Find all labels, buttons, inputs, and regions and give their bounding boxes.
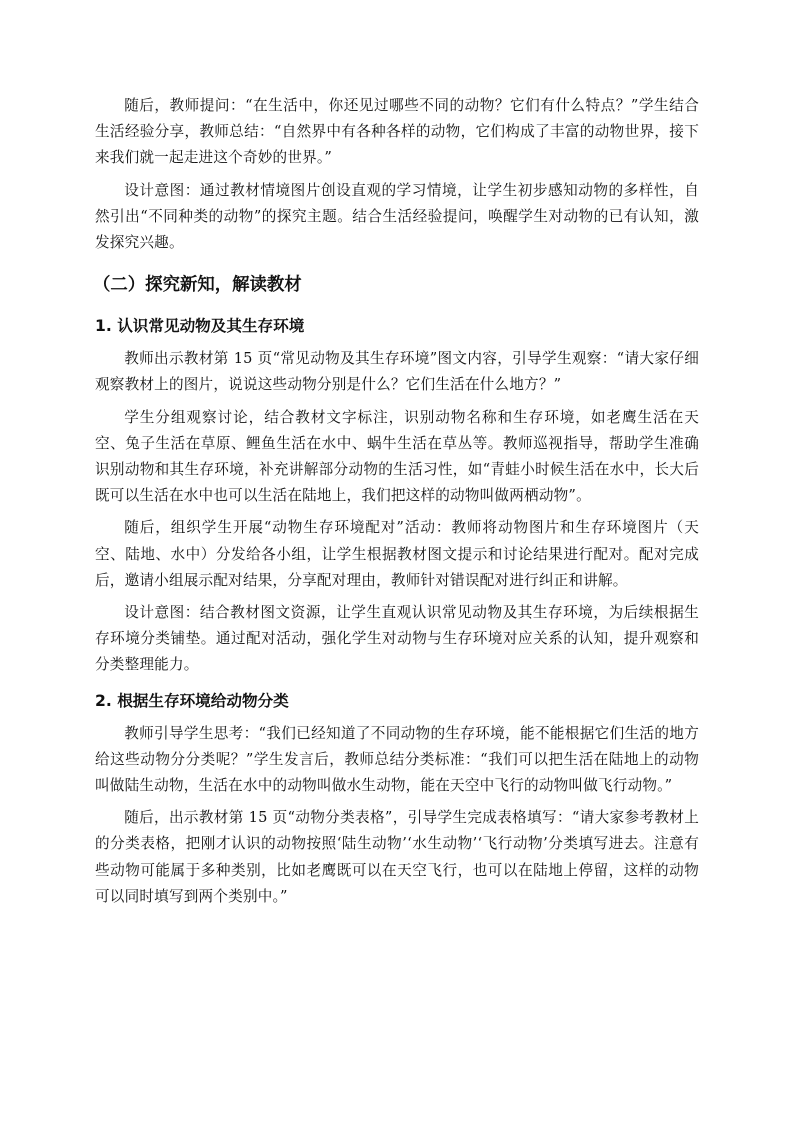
paragraph-teacher-question: 随后，教师提问：“在生活中，你还见过哪些不同的动物？它们有什么特点？”学生结合生活经验分享，教师总结：“自然界中有各种各样的动物，它们构成了丰富的动物世界，接下来我们就一起走进这个奇妙的世界。”: [95, 97, 699, 167]
paragraph-design-intent-intro: 设计意图：通过教材情境图片创设直观的学习情境，让学生初步感知动物的多样性，自然引出“不同种类的动物”的探究主题。结合生活经验提问，唤醒学生对动物的已有认知，激发探究兴趣。: [95, 181, 699, 252]
paragraph-design-intent-1: 设计意图：结合教材图文资源，让学生直观认识常见动物及其生存环境，为后续根据生存环境分类铺垫。通过配对活动，强化学生对动物与生存环境对应关系的认知，提升观察和分类整理能力。: [95, 604, 699, 674]
subsection-heading-1: 1. 认识常见动物及其生存环境: [95, 317, 305, 336]
page-content: [95, 93, 699, 916]
paragraph-matching-activity: 随后，组织学生开展“动物生存环境配对”活动：教师将动物图片和生存环境图片（天空、陆地、水中）分发给各小组，让学生根据教材图文提示和讨论结果进行配对。配对完成后，邀请小组展示配对结果，分享配对理由，教师针对错误配对进行纠正和讲解。: [95, 519, 699, 589]
paragraph-classification-standard: 教师引导学生思考：“我们已经知道了不同动物的生存环境，能不能根据它们生活的地方给这些动物分分类呢？”学生发言后，教师总结分类标准：“我们可以把生活在陆地上的动物叫做陆生动物，生活在水中的动物叫做水生动物，能在天空中飞行的动物叫做飞行动物。”: [95, 724, 699, 795]
paragraph-textbook-observation: 教师出示教材第 15 页“常见动物及其生存环境”图文内容，引导学生观察：“请大家仔细观察教材上的图片，说说这些动物分别是什么？它们生活在什么地方？”: [95, 350, 699, 394]
subsection-heading-2: 2. 根据生存环境给动物分类: [95, 691, 289, 710]
paragraph-group-discussion: 学生分组观察讨论，结合教材文字标注，识别动物名称和生存环境，如老鹰生活在天空、兔子生活在草原、鲤鱼生活在水中、蜗牛生活在草丛等。教师巡视指导，帮助学生准确识别动物和其生存环境，补充讲解部分动物的生活习性，如“青蛙小时候生活在水中，长大后既可以生活在水中也可以生活在陆地上，我们把这样的动物叫做两栖动物”。: [95, 408, 699, 505]
section-heading: （二）探究新知，解读教材: [93, 275, 302, 296]
paragraph-classification-table: 随后，出示教材第 15 页“动物分类表格”，引导学生完成表格填写：“请大家参考教材上的分类表格，把刚才认识的动物按照‘陆生动物’‘水生动物’‘飞行动物’分类填写进去。注意有些动物可能属于多种类别，比如老鹰既可以在天空飞行，也可以在陆地上停留，这样的动物可以同时填写到两个类别中。”: [95, 809, 699, 905]
